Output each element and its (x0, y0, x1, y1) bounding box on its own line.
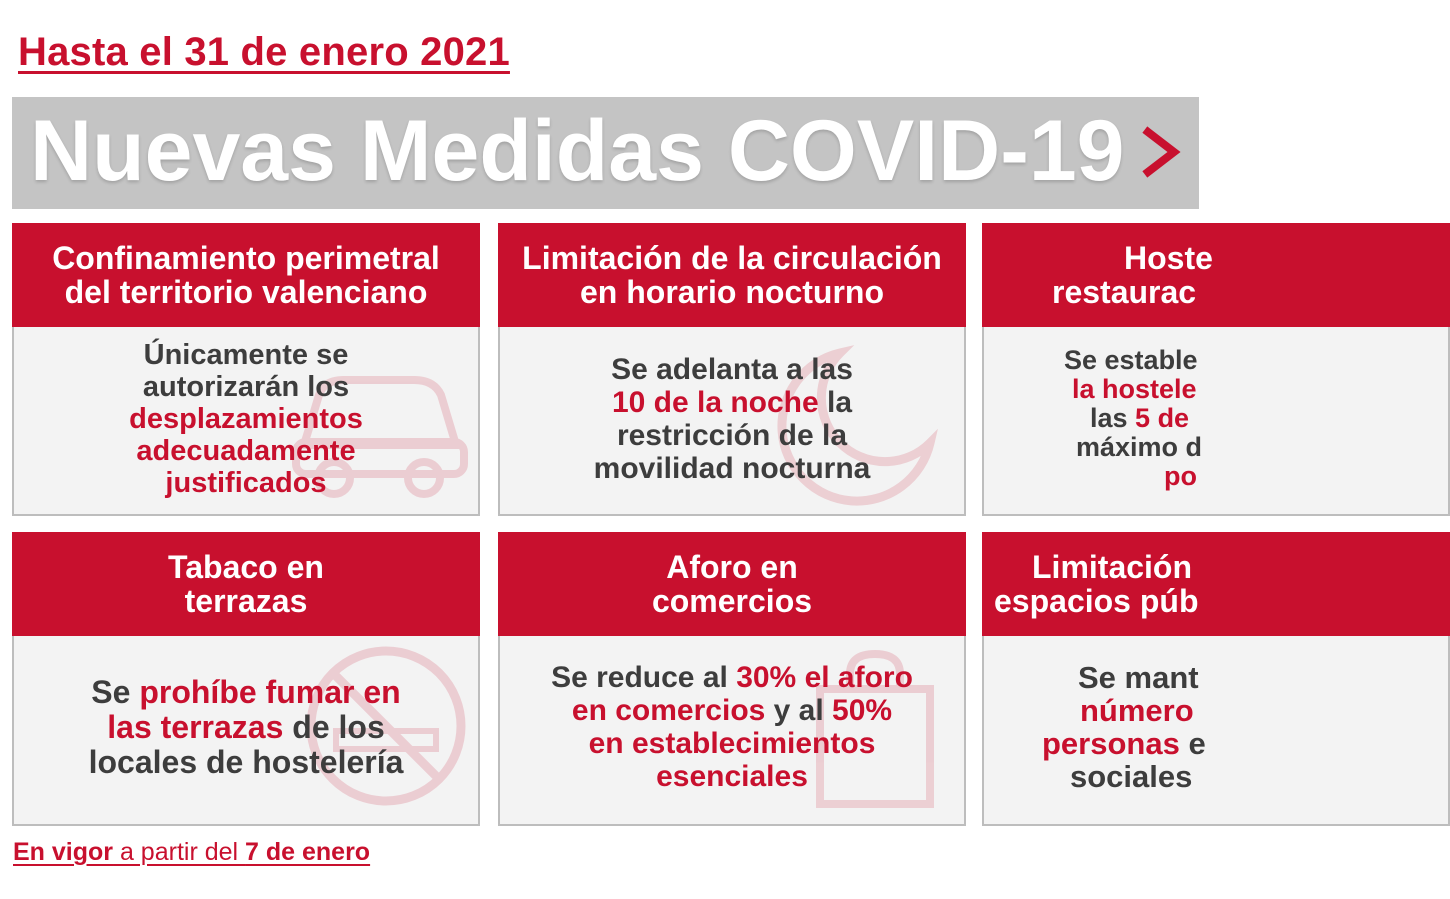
card-title-line: restaurac (1052, 274, 1197, 310)
card-text: Únicamente se (143, 338, 349, 371)
card-title-line: Limitación de la circulación (522, 240, 942, 276)
card-body (984, 636, 1448, 824)
card-text-highlight: po (1164, 461, 1197, 491)
card-text: Se estable (1064, 345, 1198, 375)
card-title-line: comercios (651, 583, 813, 619)
effective-date-note (13, 838, 370, 867)
footer-highlight: En vigor (13, 838, 114, 866)
card-text (551, 661, 913, 694)
card-body (500, 327, 964, 514)
title-banner (12, 97, 1199, 209)
card-text: y al (765, 694, 833, 727)
footer-text: a partir del (113, 838, 246, 866)
card-night-curfew (498, 223, 966, 516)
date-heading: Hasta el 31 de enero 2021 (18, 30, 510, 74)
card-text: de los (283, 708, 385, 745)
card-text (1090, 404, 1189, 433)
card-text-highlight: las terrazas (107, 708, 284, 745)
card-perimeter-confinement (12, 223, 480, 516)
card-text (107, 710, 384, 745)
card-text: Se mant (1078, 660, 1199, 695)
card-text-highlight: prohíbe fumar en (139, 673, 401, 710)
card-text (1042, 727, 1206, 760)
card-smoking-terraces (12, 532, 480, 826)
card-header (498, 532, 966, 636)
card-header (982, 532, 1450, 636)
card-header (498, 223, 966, 327)
card-public-spaces (982, 532, 1450, 826)
card-text: locales de hostelería (88, 743, 404, 780)
card-text-highlight: 30% el aforo (736, 661, 913, 694)
card-title-line: espacios púb (994, 583, 1199, 619)
card-text: Se (91, 673, 140, 710)
card-shop-capacity (498, 532, 966, 826)
card-text: movilidad nocturna (593, 451, 871, 485)
card-title-line: en horario nocturno (580, 274, 884, 310)
card-text-highlight: 10 de la noche (611, 385, 819, 419)
card-text: Se reduce al (551, 661, 737, 694)
card-text-highlight: adecuadamente (136, 434, 356, 467)
card-title-line: Confinamiento perimetral (52, 240, 440, 276)
card-header (12, 223, 480, 327)
card-title-line: terrazas (184, 583, 308, 619)
card-text (612, 386, 852, 419)
card-title-line: Tabaco en (168, 549, 324, 585)
card-text: autorizarán los (142, 370, 350, 403)
card-text-highlight: justificados (165, 466, 327, 499)
card-text-highlight: esenciales (656, 760, 808, 793)
chevron-right-icon[interactable] (1140, 124, 1182, 180)
card-title-line: Aforo en (666, 549, 798, 585)
card-body (14, 327, 478, 514)
card-text: sociales (1070, 759, 1193, 794)
card-title-line: Hoste (1124, 240, 1213, 276)
card-text: la (818, 385, 853, 419)
card-text-highlight: en establecimientos (588, 727, 876, 760)
card-text-highlight: personas (1042, 726, 1180, 761)
card-text: e (1179, 726, 1206, 761)
card-text-highlight: en comercios (571, 694, 766, 727)
card-hospitality (982, 223, 1450, 516)
card-header (12, 532, 480, 636)
card-text-highlight: la hostele (1072, 374, 1197, 404)
card-text-highlight: número (1080, 693, 1194, 728)
card-text-highlight: desplazamientos (129, 402, 363, 435)
card-text: Se adelanta a las (611, 352, 853, 386)
card-text-highlight: 50% (832, 694, 893, 727)
card-text (572, 694, 892, 727)
card-text: máximo d (1076, 432, 1203, 462)
page-title: Nuevas Medidas COVID-19 (30, 103, 1125, 199)
card-body (14, 636, 478, 824)
card-title-line: del territorio valenciano (64, 274, 428, 310)
card-text: las (1090, 403, 1136, 433)
card-text-highlight: 5 de (1135, 403, 1190, 433)
card-body (984, 327, 1448, 514)
card-header (982, 223, 1450, 327)
card-text: restricción de la (616, 418, 848, 452)
footer-highlight: 7 de enero (245, 838, 371, 866)
card-title-line: Limitación (1032, 549, 1193, 585)
card-text (91, 675, 400, 710)
card-body (500, 636, 964, 824)
